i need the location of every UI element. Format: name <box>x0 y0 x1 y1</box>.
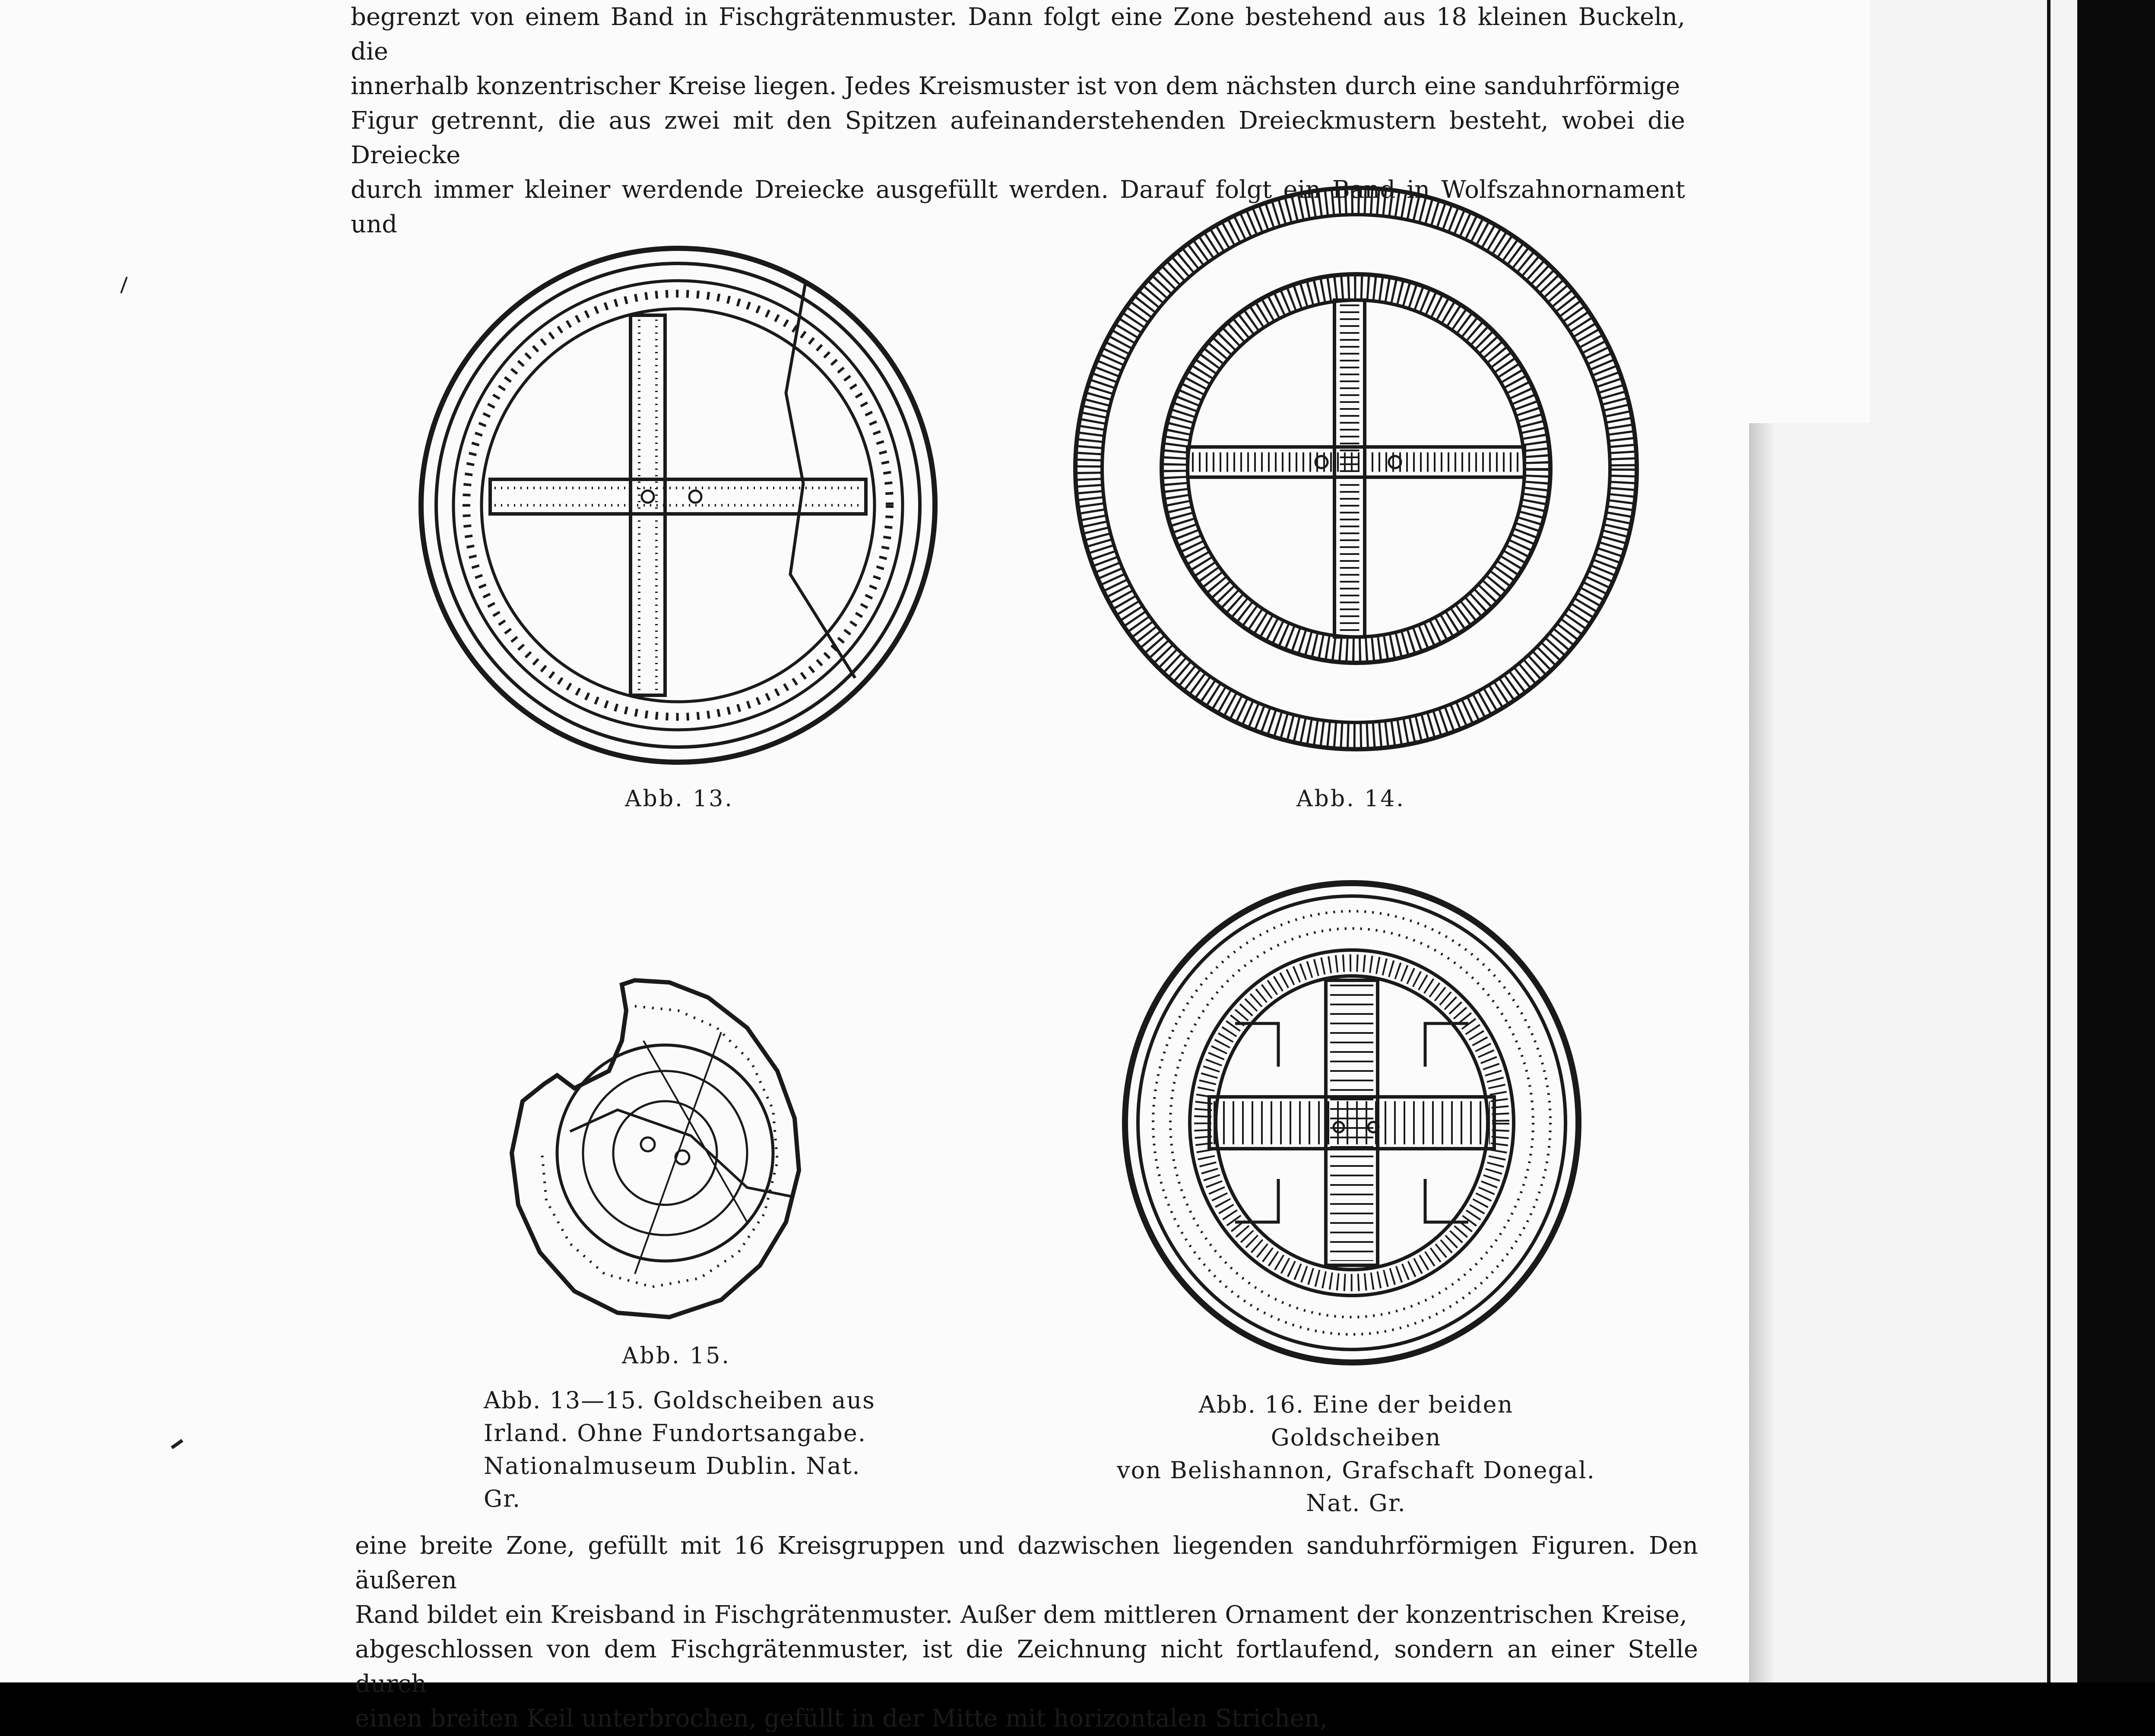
figure-abb14-label: Abb. 14. <box>1296 786 1405 812</box>
page-corner <box>1749 0 1870 423</box>
caption-line: Nationalmuseum Dublin. Nat. Gr. <box>484 1452 861 1512</box>
text-line: durch immer kleiner werdende Dreiecke ausgefüllt werden. Darauf folgt ein Band in Wolfszahnornament und <box>351 176 1685 238</box>
caption-abb16 <box>1110 1388 1602 1520</box>
stray-mark <box>120 277 127 294</box>
text-line: innerhalb konzentrischer Kreise liegen. Jedes Kreismuster ist von dem nächsten durch eine sanduhrförmige <box>351 72 1680 100</box>
figure-abb15-disc <box>505 972 842 1326</box>
caption-line: Nat. Gr. <box>1306 1489 1406 1517</box>
figure-abb16-disc <box>1114 877 1589 1369</box>
text-line: abgeschlossen von dem Fischgrätenmuster, ist die Zeichnung nicht fortlaufend, sondern an einer Stelle durch <box>355 1635 1698 1698</box>
figure-abb13-disc <box>415 242 941 769</box>
dark-background-band <box>2077 0 2155 1682</box>
text-line: eine breite Zone, gefüllt mit 16 Kreisgruppen und dazwischen liegenden sanduhrförmigen Figuren. Den äußeren <box>355 1532 1698 1594</box>
text-line: Rand bildet ein Kreisband in Fischgrätenmuster. Außer dem mittleren Ornament der konzentrischen Kreise, <box>355 1601 1687 1629</box>
caption-line: Abb. 16. Eine der beiden Goldscheiben <box>1198 1391 1514 1451</box>
caption-abb13-15 <box>484 1384 881 1515</box>
figure-abb15-label: Abb. 15. <box>622 1343 731 1369</box>
caption-line: Irland. Ohne Fundortsangabe. <box>484 1419 866 1447</box>
caption-line: Abb. 13—15. Goldscheiben aus <box>484 1387 875 1414</box>
text-line: begrenzt von einem Band in Fischgrätenmuster. Dann folgt eine Zone bestehend aus 18 kleinen Buckeln, die <box>351 3 1685 66</box>
adjacent-page-edge <box>1749 0 2133 1682</box>
figure-abb13-label: Abb. 13. <box>625 786 734 812</box>
page-edge-line <box>2047 0 2050 1682</box>
text-line: einen breiten Keil unterbrochen, gefüllt in der Mitte mit horizontalen Strichen, <box>355 1704 1328 1733</box>
text-line: Figur getrennt, die aus zwei mit den Spitzen aufeinanderstehenden Dreieckmustern besteht, wobei die Dreiecke <box>351 107 1685 169</box>
caption-line: von Belishannon, Grafschaft Donegal. <box>1117 1457 1595 1484</box>
figure-abb14-disc <box>1067 179 1645 758</box>
stray-mark <box>171 1439 183 1449</box>
body-text-bottom <box>355 1529 1698 1736</box>
